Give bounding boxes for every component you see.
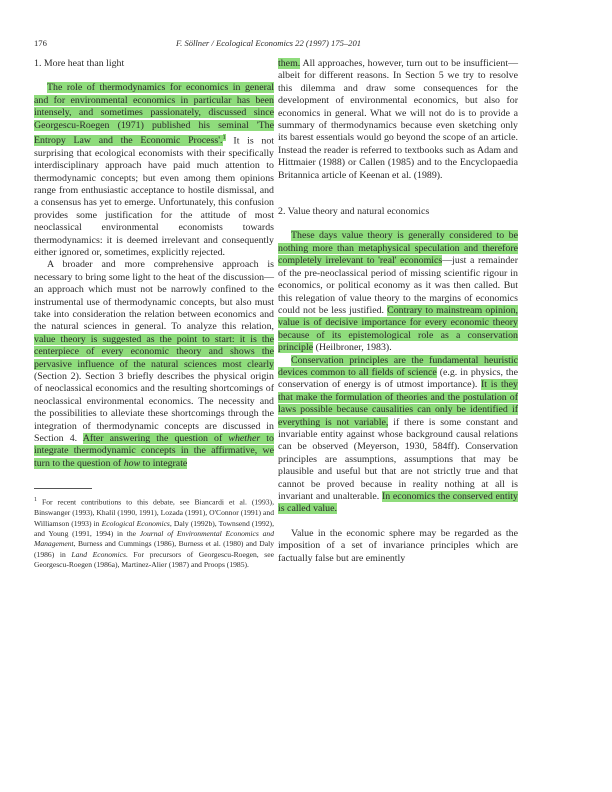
highlight: It is they that make the formulation of theories and the postulation of laws possible because causalities can only be identified if everything is not variable,: [278, 379, 518, 428]
highlight-text: After answering the question of: [82, 433, 229, 445]
section-1-heading: 1. More heat than light: [34, 58, 125, 69]
paragraph-text: (Heilbroner, 1983).: [313, 342, 392, 354]
footnote-text: For recent contributions to this debate, see Biancardi et al. (1993), Binswanger (1993), Khalil (1990, 1991), Lozada (1991), O'Connor (1991) and Williamson (1993) in: [34, 497, 274, 528]
footnote-marker: 1: [222, 134, 226, 142]
emphasis: how: [123, 457, 141, 469]
footnote-text: , Burness and Cummings (1986), Burness et al. (1980) and Daly (1986) in: [34, 539, 274, 559]
footnote-text: . For precursors of Georgescu-Roegen, see Georgescu-Roegen (1986a), Martinez-Alier (1987) and Proops (1985).: [34, 549, 275, 570]
highlight: them.: [278, 58, 301, 69]
highlight-text: to integrate: [140, 457, 188, 469]
section-1-continuation: [278, 58, 518, 182]
paragraph-text: —just a remainder of the pre-neoclassical period of missing scientific rigour in economics, or political economy as it was then called. But this relegation of value theory to the margins of economics could not be less justified.: [278, 255, 518, 316]
highlight: The role of thermodynamics for economics in general and for environmental economics in particular has been intensely, and sometimes passionately, discussed since Georgescu-Roegen (1971) published his seminal 'The Entropy Law and the Economic Process'.: [34, 82, 274, 147]
highlight: Contrary to mainstream opinion, value is of decisive importance for every economic theory because of its epistemological role as a conservation principle: [278, 304, 518, 354]
highlight: These days value theory is generally considered to be nothing more than metaphysical speculation and therefore completely irrelevant to 'real' economics: [278, 230, 518, 267]
footnote-number: 1: [34, 497, 37, 504]
paragraph-text: It is not surprising that ecological economists with their specifically interdisciplinary approach have paid much attention to thermodynamic concepts; but even among them opinions range from enthusiastic acceptance to hostile dismissal, and a consensus has yet to emerge. Unfortunately, this confusion provides some justification for the attitude of most neoclassical environmental economists towards thermodynamics: it is deemed irrelevant and consequently either ignored or, sometimes, explicitly rejected.: [34, 135, 274, 258]
footnote-rule: [34, 488, 92, 489]
emphasis: whether: [228, 433, 261, 445]
highlight: value theory is suggested as the point to start: it is the centerpiece of every economic theory and shows the pervasive influence of the natural sciences most clearly: [34, 333, 274, 370]
journal-title: Journal of Environmental Economics and Management: [34, 529, 275, 549]
journal-title: Ecological Economics: [101, 518, 170, 528]
paragraph-text: (Section 2). Section 3 briefly describes the physical origin of neoclassical economics and the resulting shortcomings of neoclassical environmental economics. The necessity and the possibilities to alleviate these shortcomings through the integration of thermodynamic concepts are discussed in Section 4.: [34, 371, 274, 445]
paragraph-text: A broader and more comprehensive approach is necessary to bring some light to the heat of the discussion—an approach which must not be narrowly confined to the instrumental use of thermodynamic concepts, but also must take into consideration the relation between economics and the natural sciences in general. To analyze this relation,: [34, 259, 274, 333]
section-2-paragraph-2: [278, 355, 518, 516]
section-2-heading: 2. Value theory and natural economics: [278, 206, 430, 218]
section-2-paragraph-1: [278, 230, 518, 354]
section-2-paragraph-3: Value in the economic sphere may be regarded as the imposition of a set of invariance principles which are factually false but are eminently: [278, 527, 518, 564]
highlight: Conservation principles are the fundamental heuristic devices common to all fields of science: [278, 354, 518, 378]
paragraph-text: if there is some constant and invariable entity against whose background causal relations can be observed (Meyerson, 1930, 584ff). Conservation principles are assumptions, assumptions that may be plausible and useful but that are not strictly true and that cannot be proved because in reality nothing at all is invariant and unalterable.: [278, 416, 518, 502]
running-header: [34, 38, 580, 50]
left-column: [34, 58, 274, 571]
footnote-text: , Daly (1992b), Townsend (1992), and Young (1991, 1994) in the: [34, 518, 274, 539]
journal-title: Land Economics: [71, 549, 126, 559]
highlight: In economics the conserved entity is called value.: [278, 491, 518, 515]
highlight-text: to integrate thermodynamic concepts in the affirmative, we turn to the question of: [34, 433, 274, 469]
section-1-paragraph-1: [34, 82, 274, 259]
page-number: 176: [34, 38, 47, 48]
footnote: [34, 495, 274, 570]
paragraph-text: (e.g. in physics, the conservation of energy is of utmost importance).: [278, 366, 518, 391]
paragraph-text: All approaches, however, turn out to be insufficient—albeit for different reasons. In Section 5 we try to resolve this dilemma and draw some consequences for the development of environmental economics, but also for economics in general. What we will not do is to provide a summary of thermodynamics because even sketching only its barest essentials would go beyond the scope of an article. Instead the reader is referred to textbooks such as Adam and Hittmaier (1988) or Callen (1985) and to the Encyclopaedia Britannica article of Keenan et al. (1989).: [278, 58, 518, 181]
section-1-paragraph-2: [34, 259, 274, 470]
running-head: F. Söllner / Ecological Economics 22 (1997) 175–201: [176, 38, 362, 48]
right-column: [278, 58, 518, 565]
